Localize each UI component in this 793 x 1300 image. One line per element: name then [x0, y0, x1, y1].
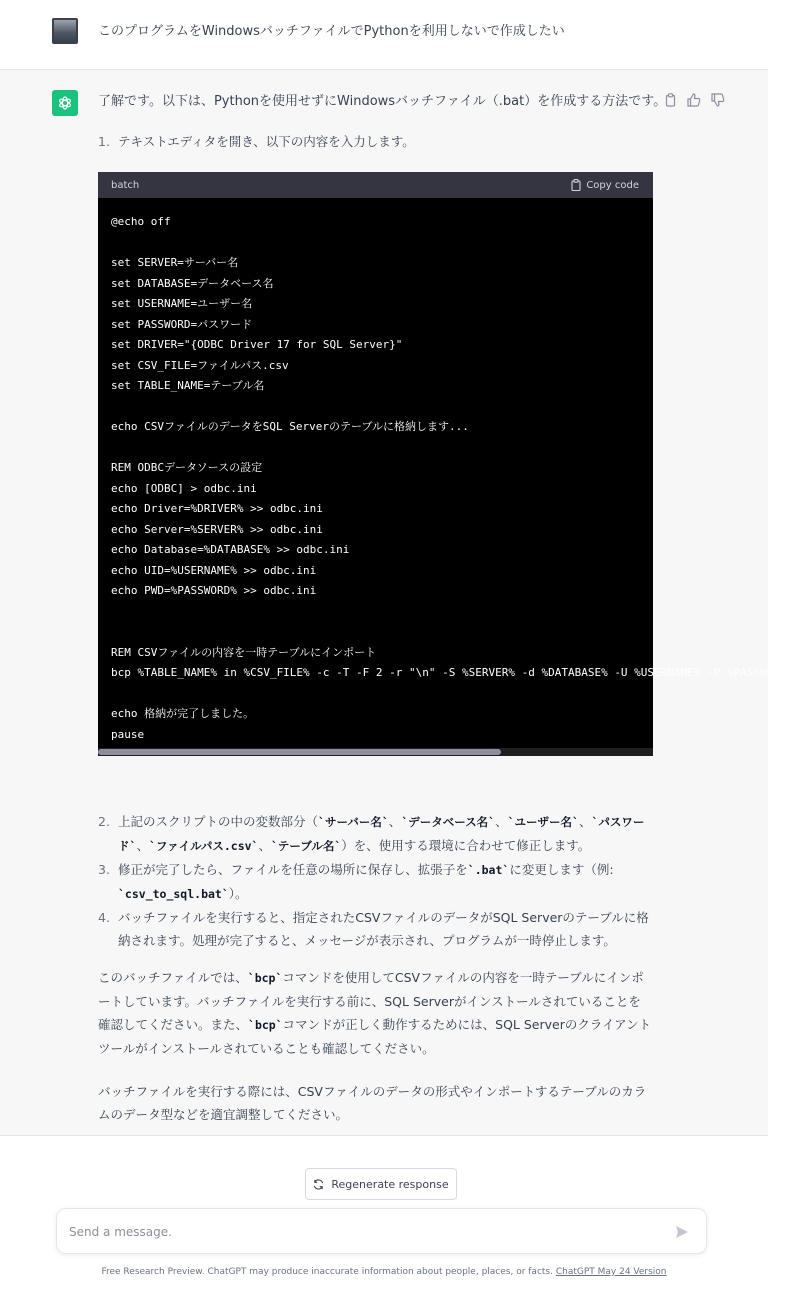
inline-code: `サーバー名`	[318, 815, 389, 829]
list-number: 3.	[98, 862, 110, 877]
assistant-message-content	[98, 92, 793, 1122]
code-line: set DATABASE=データベース名	[111, 276, 274, 290]
code-line: echo 格納が完了しました。	[111, 707, 255, 720]
code-line	[111, 233, 653, 254]
copy-code-button[interactable]	[571, 179, 639, 191]
list-number: 2.	[98, 814, 110, 829]
list-item-text	[118, 906, 653, 952]
list-item-text	[118, 858, 653, 906]
assistant-message-row	[0, 70, 793, 1136]
version-link[interactable]: ChatGPT May 24 Version	[555, 1267, 667, 1277]
code-line: set DRIVER="{ODBC Driver 17 for SQL Server}"	[111, 338, 403, 351]
inline-code: `bcp`	[247, 971, 283, 985]
note-paragraph: バッチファイルを実行する際には、CSVファイルのデータの形式やインポートするテーブルのカラムのデータ型などを適宜調整してください。	[98, 1084, 647, 1122]
explanation-paragraph	[98, 966, 653, 1060]
code-line	[111, 397, 653, 418]
regenerate-label: Regenerate response	[331, 1177, 449, 1191]
list-item	[98, 858, 653, 906]
user-message-row	[0, 0, 768, 70]
code-content	[98, 198, 793, 741]
send-button[interactable]	[674, 1224, 690, 1240]
code-line: echo Server=%SERVER% >> odbc.ini	[111, 522, 323, 536]
code-line: bcp %TABLE_NAME% in %CSV_FILE% -c -T -F 2 -r "\n" -S %SERVER% -d %DATABASE% -U %USERNAME% -P %PASSWORD%	[111, 666, 793, 679]
code-line: echo Database=%DATABASE% >> odbc.ini	[111, 543, 350, 556]
clipboard-icon	[571, 179, 581, 191]
inline-code: `ファイルパス.csv`	[148, 839, 259, 853]
chatgpt-logo-icon	[52, 90, 78, 116]
footer-disclaimer	[0, 1267, 768, 1277]
code-line	[111, 684, 653, 705]
thumbs-down-icon[interactable]	[710, 92, 726, 108]
code-line: echo UID=%USERNAME% >> odbc.ini	[111, 563, 317, 577]
list-item	[98, 132, 658, 152]
horizontal-scrollbar[interactable]	[98, 748, 653, 756]
text-run: 修正が完了したら、ファイルを任意の場所に保存し、拡張子を	[118, 862, 468, 877]
user-message-text: このプログラムをWindowsバッチファイルでPythonを利用しないで作成したい	[98, 24, 565, 39]
text-run: コマンドを使用してCSVファイルの内容を一時テーブルにインポートしています。バッチファイルを実行する前に、SQL Serverがインストールされていることを確認してください。また、	[98, 970, 644, 1032]
steps-list	[98, 810, 653, 952]
text-run: 、	[388, 814, 402, 829]
list-number: 4.	[98, 910, 110, 925]
code-line: REM CSVファイルの内容を一時テーブルにインポート	[111, 645, 377, 659]
text-run: 上記のスクリプトの中の変数部分（	[118, 814, 319, 829]
scrollbar-thumb[interactable]	[98, 749, 501, 755]
code-line: set SERVER=サーバー名	[111, 256, 239, 269]
text-run: 、	[495, 814, 508, 829]
text-run: 、	[578, 814, 592, 829]
code-line: echo [ODBC] > odbc.ini	[111, 481, 257, 495]
message-actions	[662, 92, 726, 108]
code-line: set USERNAME=ユーザー名	[111, 297, 253, 310]
inline-code: `パスワード`	[118, 815, 645, 853]
code-language-label: batch	[111, 179, 140, 191]
code-block	[98, 172, 793, 756]
list-item-text: テキストエディタを開き、以下の内容を入力します。	[118, 134, 415, 149]
thumbs-up-icon[interactable]	[686, 92, 702, 108]
code-line: set PASSWORD=パスワード	[111, 317, 253, 331]
user-avatar	[52, 18, 78, 44]
list-item	[98, 810, 653, 858]
text-run: バッチファイルを実行すると、指定されたCSVファイルのデータがSQL Serverのテーブルに格納されます。処理が完了すると、メッセージが表示され、プログラムが一時停止します。	[118, 910, 649, 948]
regenerate-response-button[interactable]	[305, 1168, 457, 1200]
code-line: set CSV_FILE=ファイルパス.csv	[111, 358, 289, 372]
code-line: pause	[111, 727, 145, 741]
code-line: echo CSVファイルのデータをSQL Serverのテーブルに格納します...	[111, 420, 469, 433]
list-item-text	[118, 810, 653, 858]
refresh-icon	[313, 1179, 324, 1190]
code-line: REM ODBCデータソースの設定	[111, 461, 263, 474]
text-run: コマンドが正しく動作するためには、SQL Serverのクライアントツールがインストールされていることも確認してください。	[98, 1017, 652, 1056]
intro-text: 了解です。以下は、Pythonを使用せずにWindowsバッチファイル（.bat）を作成する方法です。	[98, 94, 667, 109]
code-line: echo Driver=%DRIVER% >> odbc.ini	[111, 502, 323, 515]
list-number: 1.	[98, 134, 110, 149]
text-run: に変更します（例:	[509, 862, 614, 877]
code-line	[111, 622, 653, 643]
text-run: 、	[136, 838, 149, 853]
send-icon	[675, 1225, 689, 1239]
code-line	[111, 602, 653, 623]
message-composer	[56, 1208, 707, 1254]
code-line: echo PWD=%PASSWORD% >> odbc.ini	[111, 584, 317, 597]
list-item	[98, 906, 653, 952]
footer-text: Free Research Preview. ChatGPT may produce inaccurate information about people, places, or facts.	[101, 1267, 556, 1277]
text-run: このバッチファイルでは、	[98, 970, 248, 985]
code-line: set TABLE_NAME=テーブル名	[111, 379, 265, 392]
code-line: @echo off	[111, 215, 171, 228]
inline-code: `.bat`	[467, 863, 510, 877]
code-block-header	[98, 172, 653, 198]
text-run: ）。	[228, 886, 248, 901]
code-line	[111, 438, 653, 459]
copy-code-label: Copy code	[586, 179, 639, 191]
inline-code: `csv_to_sql.bat`	[118, 887, 229, 901]
inline-code: `bcp`	[248, 1018, 283, 1032]
text-run: ）を、使用する環境に合わせて修正します。	[341, 838, 591, 853]
inline-code: `データベース名`	[401, 815, 496, 829]
message-input[interactable]	[69, 1221, 649, 1243]
inline-code: `テーブル名`	[270, 839, 342, 853]
text-run: 、	[258, 838, 271, 853]
inline-code: `ユーザー名`	[507, 815, 579, 829]
